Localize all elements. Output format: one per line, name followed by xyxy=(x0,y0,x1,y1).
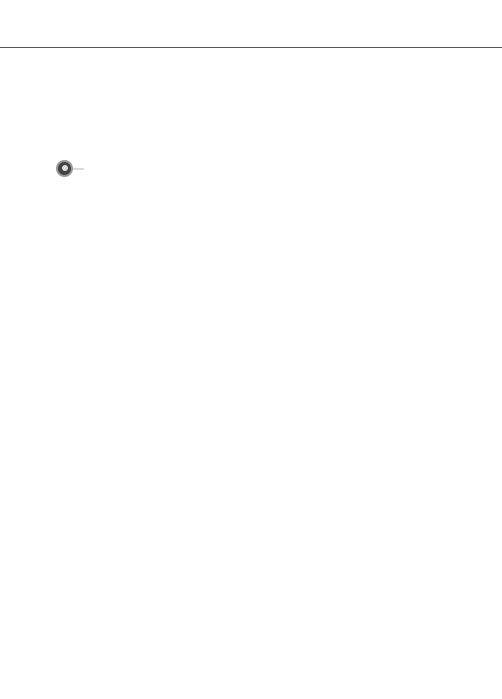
pre-homework-banner xyxy=(56,160,84,177)
running-header xyxy=(434,36,444,44)
unit-title xyxy=(0,88,502,104)
target-icon xyxy=(56,160,73,177)
bar-chart-grid xyxy=(180,492,330,652)
header-divider xyxy=(0,47,502,48)
